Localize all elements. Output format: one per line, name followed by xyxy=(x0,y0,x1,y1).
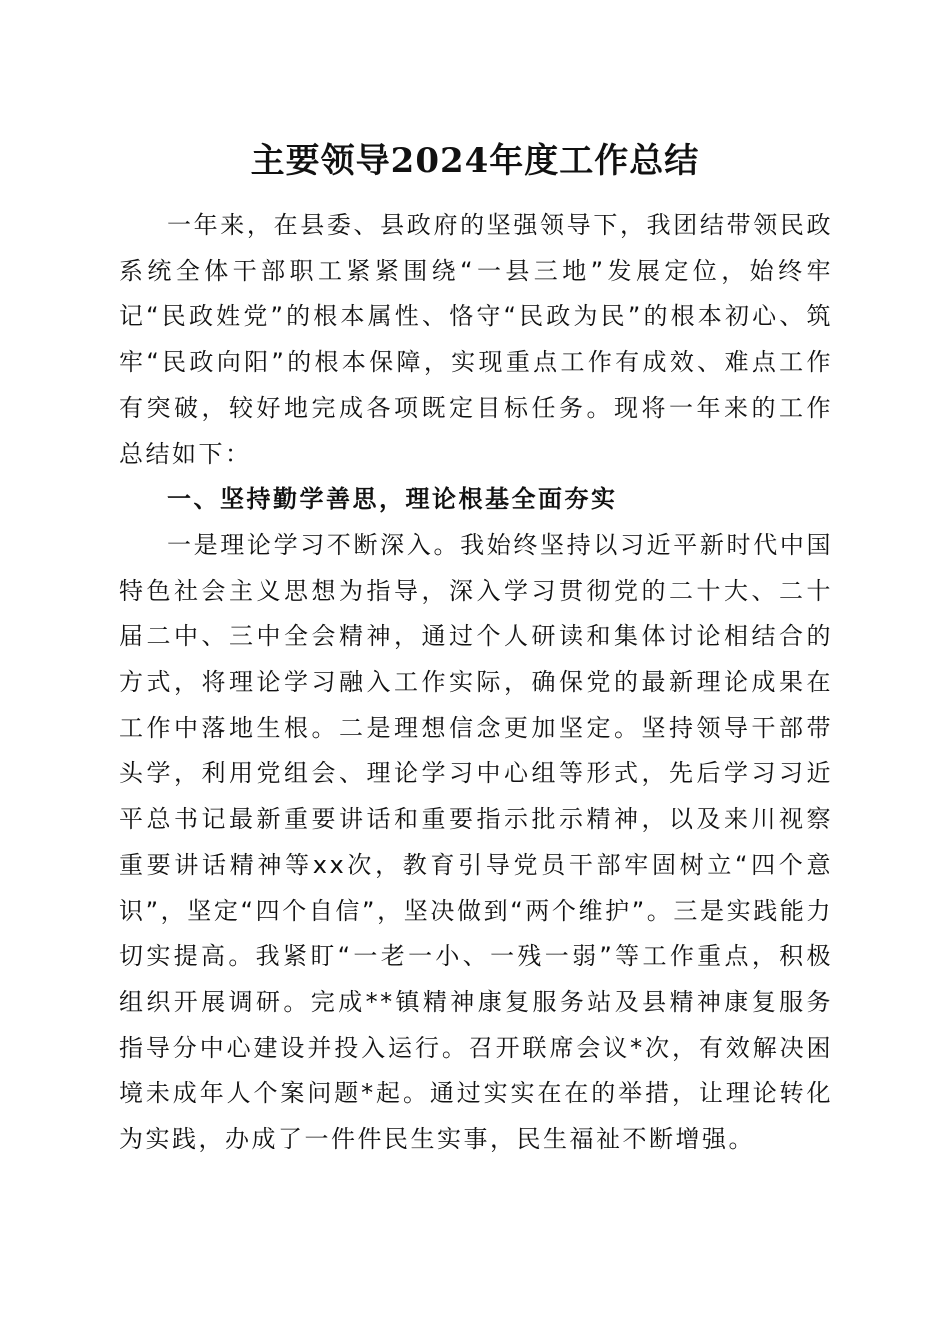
document-body xyxy=(119,203,833,1163)
document-title: 主要领导2024年度工作总结 xyxy=(250,141,700,181)
intro-paragraph: 一年来，在县委、县政府的坚强领导下，我团结带领民政系统全体干部职工紧紧围绕“一县三地”发展定位，始终牢记“民政姓党”的根本属性、恪守“民政为民”的根本初心、筑牢“民政向阳”的根本保障，实现重点工作有成效、难点工作有突破，较好地完成各项既定目标任务。现将一年来的工作总结如下： xyxy=(119,211,833,468)
section-1-heading: 一、坚持勤学善思，理论根基全面夯实 xyxy=(167,485,618,514)
section-1-body: 一是理论学习不断深入。我始终坚持以习近平新时代中国特色社会主义思想为指导，深入学习贯彻党的二十大、二十届二中、三中全会精神，通过个人研读和集体讨论相结合的方式，将理论学习融入工作实际，确保党的最新理论成果在工作中落地生根。二是理想信念更加坚定。坚持领导干部带头学，利用党组会、理论学习中心组等形式，先后学习习近平总书记最新重要讲话和重要指示批示精神，以及来川视察重要讲话精神等xx次，教育引导党员干部牢固树立“四个意识”，坚定“四个自信”，坚决做到“两个维护”。三是实践能力切实提高。我紧盯“一老一小、一残一弱”等工作重点，积极组织开展调研。完成**镇精神康复服务站及县精神康复服务指导分中心建设并投入运行。召开联席会议*次，有效解决困境未成年人个案问题*起。通过实实在在的举措，让理论转化为实践，办成了一件件民生实事，民生福祉不断增强。 xyxy=(119,530,833,1154)
